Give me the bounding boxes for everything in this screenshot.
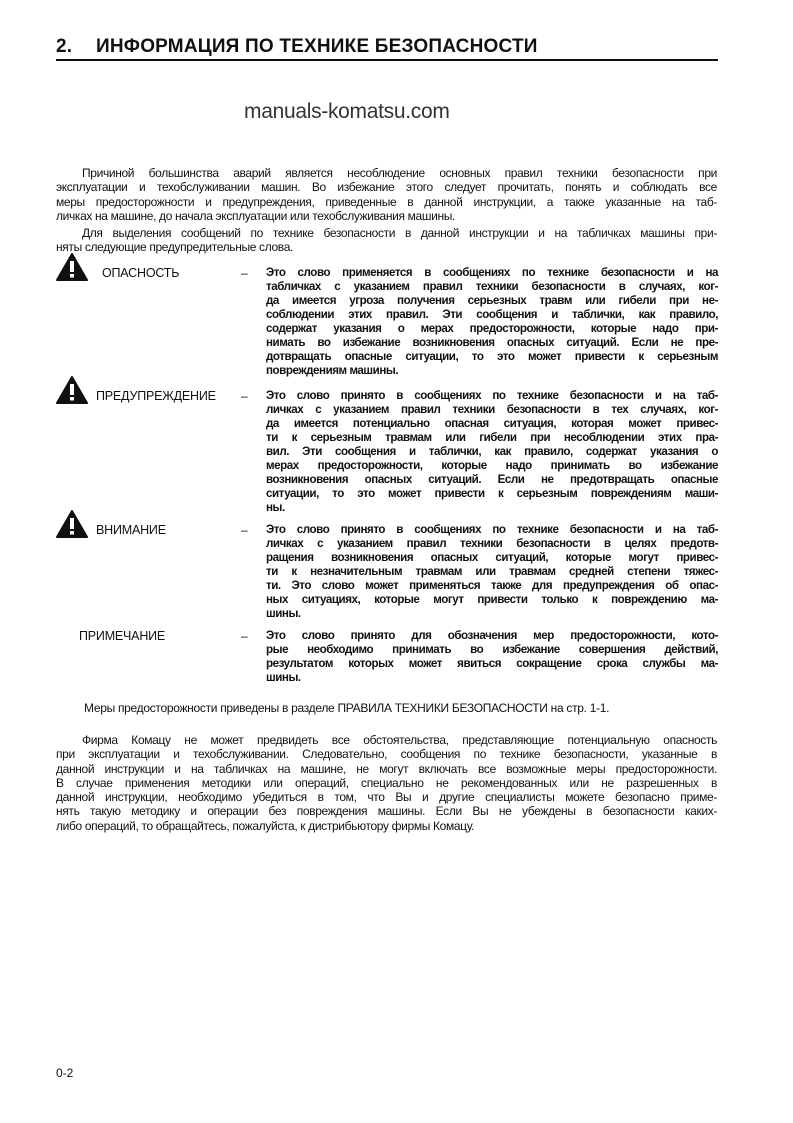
warning-triangle-icon <box>56 253 88 281</box>
section-title <box>56 36 538 58</box>
text-line: содержат указания о мерах предосторожности, которые надо при- <box>266 322 718 335</box>
definition-1 <box>56 266 718 377</box>
text-line: соблюдении этих правил. Эти сообщения и таблички, как правило, <box>266 308 718 321</box>
intro-paragraph-1 <box>56 166 717 223</box>
text-line: мерах предосторожности, которые надо принимать во избежание <box>266 459 718 472</box>
definition-3 <box>56 523 718 620</box>
text-line: ситуации, то это может привести к серьезным повреждениям маши- <box>266 487 718 500</box>
text-line: ных ситуациях, которые могут привести только к повреждению ма- <box>266 593 718 606</box>
text-line: шины. <box>266 607 301 620</box>
signal-word: ВНИМАНИЕ <box>96 523 166 537</box>
text-line: Это слово принято в сообщениях по технике безопасности и на таб- <box>266 389 718 402</box>
text-line: ти к незначительным травмам или травмам средней степени тяжес- <box>266 565 718 578</box>
text-line: личках с указанием правил техники безопасности в целях предотв- <box>266 537 718 550</box>
text-line: Причиной большинства аварий является несоблюдение основных правил техники безопасности при <box>82 166 717 180</box>
komatsu-paragraph <box>56 733 717 833</box>
text-line: дотвращать опасные ситуации, то это может привести к серьезным <box>266 350 718 363</box>
section-title-text: ИНФОРМАЦИЯ ПО ТЕХНИКЕ БЕЗОПАСНОСТИ <box>96 36 538 57</box>
text-line: возникновения опасных ситуаций. Если не предотвращать опасные <box>266 473 718 486</box>
reference-text: Меры предосторожности приведены в разделе ПРАВИЛА ТЕХНИКИ БЕЗОПАСНОСТИ на стр. 1-1. <box>84 701 610 715</box>
signal-word: ОПАСНОСТЬ <box>102 266 180 280</box>
intro-paragraph-2 <box>56 226 717 255</box>
text-line: Это слово принято для обозначения мер предосторожности, кото- <box>266 629 718 642</box>
text-line: Это слово принято в сообщениях по технике безопасности и на таб- <box>266 523 718 536</box>
text-line: меры предосторожности и предупреждения, приведенные в данной инструкции, а также указанные на таб- <box>56 194 717 209</box>
dash: – <box>241 389 248 403</box>
text-line: Фирма Комацу не может предвидеть все обстоятельства, представляющие потенциальную опасность <box>82 733 717 747</box>
text-line: повреждениям машины. <box>266 364 399 377</box>
definition-text <box>266 389 718 515</box>
definition-text <box>266 629 718 685</box>
text-line: ти. Это слово может применяться также для предупреждения об опас- <box>266 579 718 592</box>
signal-word: ПРЕДУПРЕЖДЕНИЕ <box>96 389 216 403</box>
title-underline <box>56 59 718 61</box>
dash: – <box>241 523 248 537</box>
text-line: рые необходимо принимать во избежание совершения действий, <box>266 643 718 656</box>
text-line: В случае применения методики или операций, специально не рекомендованных или не разрешенных в <box>56 775 717 790</box>
definition-text <box>266 266 718 378</box>
text-line: табличках с указанием правил техники безопасности в случаях, ког- <box>266 280 718 293</box>
text-line: данной инструкции и на табличках на машине, не могут включать все возможные меры предосторожности. <box>56 761 717 776</box>
text-line: данной инструкции, необходимо убедиться в том, что Вы и другие специалисты можете безопасно приме- <box>56 790 717 805</box>
text-line: результатом которых может явиться сокращение срока службы ма- <box>266 657 718 670</box>
text-line: личках с указанием правил техники безопасности в тех случаях, ког- <box>266 403 718 416</box>
text-line: шины. <box>266 671 301 684</box>
warning-triangle-icon <box>56 510 88 538</box>
text-line: нять такую методику и операции без повреждения машины. Если Вы не убеждены в безопасности каких- <box>56 804 717 819</box>
text-line: Для выделения сообщений по технике безопасности в данной инструкции и на табличках машины при- <box>82 226 717 240</box>
section-number: 2. <box>56 36 73 57</box>
definition-text <box>266 523 718 621</box>
signal-word: ПРИМЕЧАНИЕ <box>79 629 166 643</box>
page-number: 0-2 <box>56 1066 74 1080</box>
dash: – <box>241 266 248 280</box>
text-line: да имеется угроза получения серьезных травм или гибели при не- <box>266 294 718 307</box>
text-line: личках на машине, до начала эксплуатации или техобслуживания машины. <box>56 208 456 223</box>
text-line: либо операций, то обращайтесь, пожалуйста, к дистрибьютору фирмы Комацу. <box>56 818 475 833</box>
text-line: ращения возникновения опасных ситуаций, которые могут привес- <box>266 551 718 564</box>
text-line: да имеется потенциально опасная ситуация, которая может привес- <box>266 417 718 430</box>
text-line: Это слово применяется в сообщениях по технике безопасности и на <box>266 266 718 279</box>
text-line: ти к серьезным травмам или гибели при несоблюдении этих пра- <box>266 431 718 444</box>
dash: – <box>241 629 248 643</box>
text-line: ны. <box>266 501 285 514</box>
text-line: при эксплуатации и техобслуживании. Следовательно, сообщения по технике безопасности, указанные в <box>56 747 717 762</box>
text-line: нимать во избежание возникновения опасных ситуаций. Если не пре- <box>266 336 718 349</box>
warning-triangle-icon <box>56 376 88 404</box>
text-line: эксплуатации и техобслуживании машин. Во избежание этого следует прочитать, понять и соблюдать все <box>56 180 717 195</box>
watermark: manuals-komatsu.com <box>244 100 450 123</box>
definition-2 <box>56 389 718 514</box>
definition-4 <box>56 629 718 684</box>
text-line: няты следующие предупредительные слова. <box>56 240 294 255</box>
text-line: вил. Эти сообщения и таблички, как правило, содержат указания о <box>266 445 718 458</box>
